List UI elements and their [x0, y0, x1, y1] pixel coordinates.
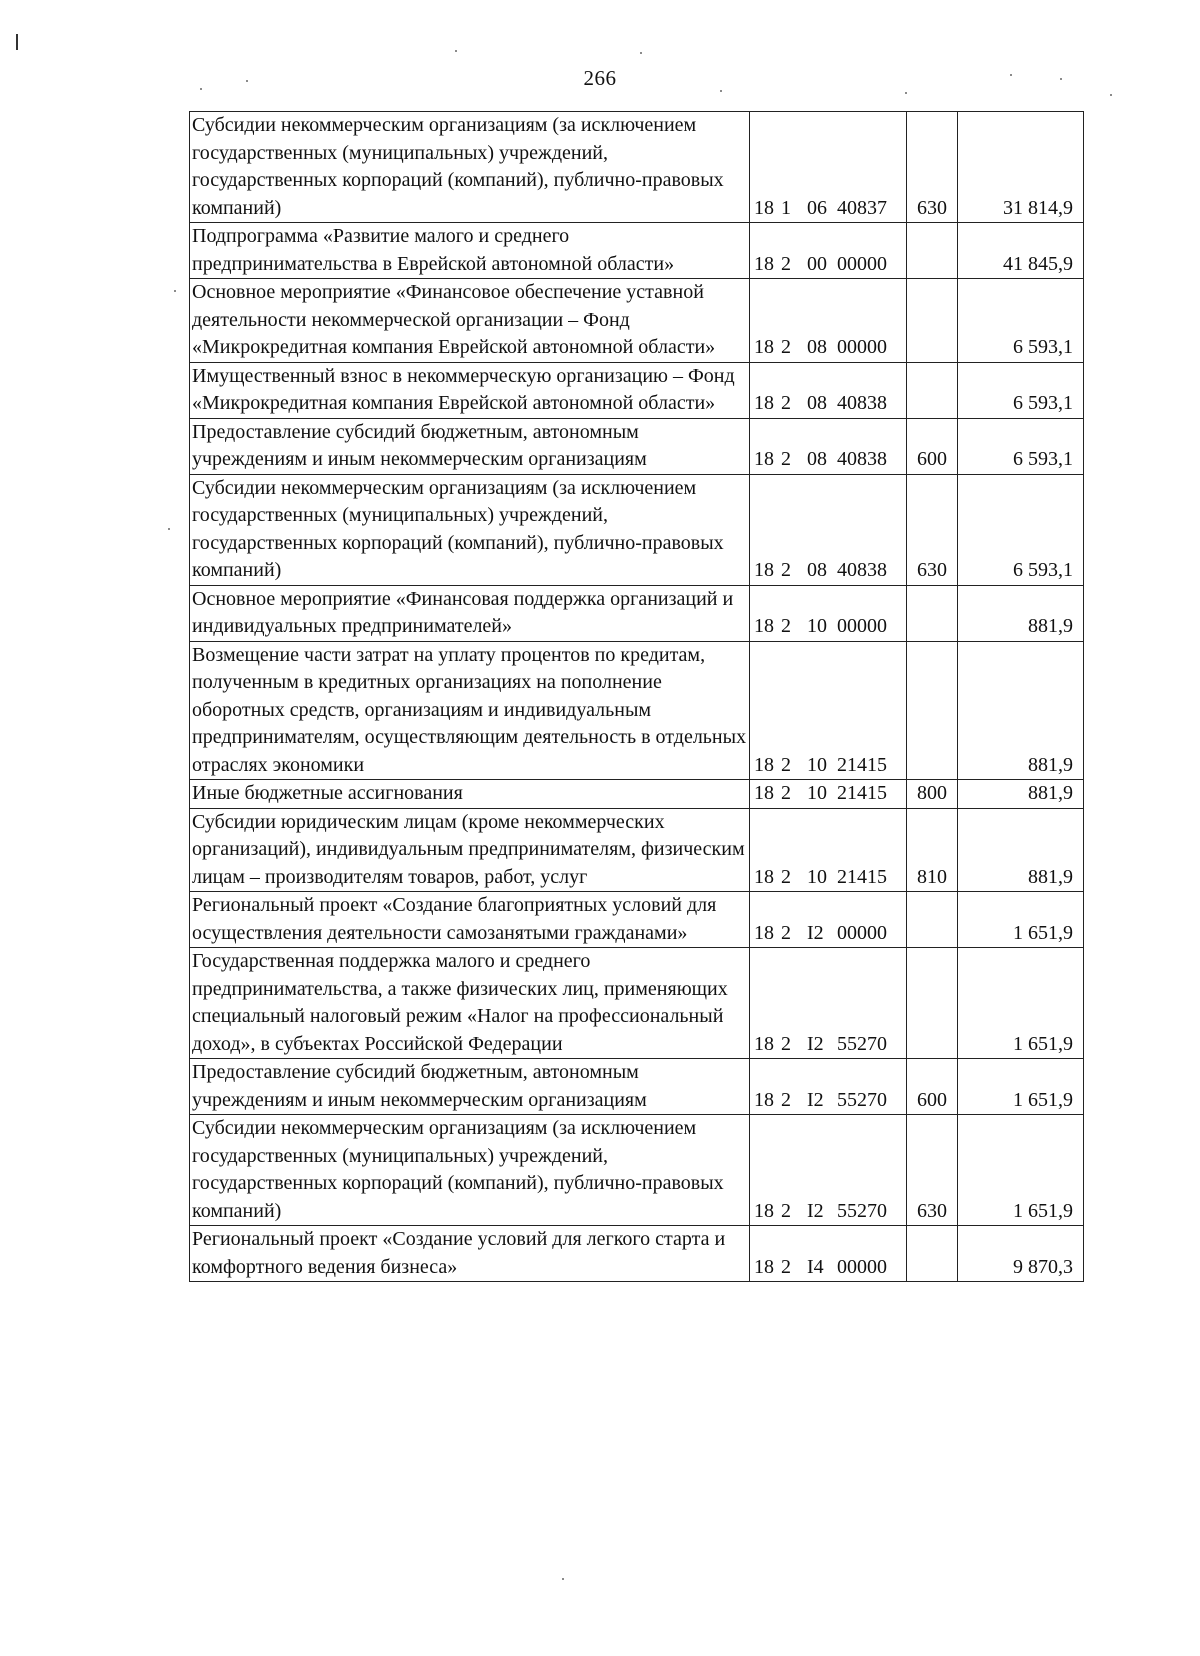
scan-speck [1060, 78, 1062, 80]
row-sum: 6 593,1 [958, 362, 1084, 418]
row-code [750, 1226, 907, 1282]
row-code [750, 112, 907, 223]
code-event: I2 [807, 1088, 824, 1111]
row-expense-type: 600 [907, 418, 958, 474]
code-direction: 00000 [837, 921, 887, 944]
code-direction: 00000 [837, 336, 887, 358]
row-expense-type: 810 [907, 808, 958, 892]
code-direction: 21415 [837, 865, 887, 888]
code-direction: 00000 [837, 1255, 887, 1278]
scan-speck [1110, 94, 1112, 96]
table-row [190, 1059, 1084, 1115]
row-name: Иные бюджетные ассигнования [190, 780, 750, 809]
code-program: 18 [754, 1032, 774, 1055]
row-name: Основное мероприятие «Финансовое обеспечение уставной деятельности некоммерческой организации – Фонд «Микрокредитная компания Еврейской автономной области» [190, 279, 750, 363]
scan-speck [168, 528, 170, 530]
row-sum: 1 651,9 [958, 1059, 1084, 1115]
code-program: 18 [754, 252, 774, 275]
code-direction: 21415 [837, 782, 887, 804]
row-sum: 1 651,9 [958, 948, 1084, 1059]
row-code [750, 362, 907, 418]
table-row [190, 112, 1084, 223]
table-row [190, 585, 1084, 641]
row-expense-type [907, 362, 958, 418]
row-name: Субсидии юридическим лицам (кроме некоммерческих организаций), индивидуальным предпринимателям, физическим лицам – производителям товаров, работ, услуг [190, 808, 750, 892]
code-subprogram: 2 [781, 753, 791, 776]
row-expense-type [907, 1226, 958, 1282]
code-subprogram: 2 [781, 921, 791, 944]
code-direction: 40838 [837, 392, 887, 414]
code-direction: 40837 [837, 196, 887, 219]
code-program: 18 [754, 392, 774, 414]
row-expense-type [907, 223, 958, 279]
row-sum: 41 845,9 [958, 223, 1084, 279]
scan-speck [720, 90, 722, 92]
code-subprogram: 2 [781, 865, 791, 888]
code-event: 10 [807, 782, 827, 804]
table-row [190, 892, 1084, 948]
row-sum: 6 593,1 [958, 418, 1084, 474]
row-code [750, 808, 907, 892]
row-name: Региональный проект «Создание благоприятных условий для осуществления деятельности самозанятыми гражданами» [190, 892, 750, 948]
code-program: 18 [754, 753, 774, 776]
row-code [750, 948, 907, 1059]
row-sum: 31 814,9 [958, 112, 1084, 223]
row-code [750, 474, 907, 585]
row-name: Возмещение части затрат на уплату процентов по кредитам, полученным в кредитных организациях на пополнение оборотных средств, организациям и индивидуальным предпринимателям, осуществляющим деятельность в отдельных отраслях экономики [190, 641, 750, 780]
code-event: 10 [807, 865, 827, 888]
scan-speck [246, 80, 248, 82]
code-subprogram: 2 [781, 559, 791, 581]
code-program: 18 [754, 196, 774, 219]
table-row [190, 1115, 1084, 1226]
code-direction: 00000 [837, 252, 887, 275]
row-code [750, 223, 907, 279]
row-code [750, 585, 907, 641]
row-expense-type [907, 641, 958, 780]
code-program: 18 [754, 865, 774, 888]
code-subprogram: 2 [781, 1088, 791, 1111]
scan-speck [640, 52, 642, 54]
row-sum: 6 593,1 [958, 279, 1084, 363]
row-sum: 881,9 [958, 641, 1084, 780]
scan-speck [905, 92, 907, 94]
code-subprogram: 2 [781, 448, 791, 470]
row-sum: 881,9 [958, 585, 1084, 641]
row-expense-type [907, 948, 958, 1059]
code-event: 06 [807, 196, 827, 219]
table-row [190, 362, 1084, 418]
code-event: 08 [807, 559, 827, 581]
table-row [190, 948, 1084, 1059]
scan-speck [455, 50, 457, 52]
code-event: 08 [807, 336, 827, 358]
scan-speck [174, 290, 176, 292]
code-event: 08 [807, 448, 827, 470]
row-expense-type: 630 [907, 112, 958, 223]
table-row [190, 641, 1084, 780]
row-name: Предоставление субсидий бюджетным, автономным учреждениям и иным некоммерческим организациям [190, 418, 750, 474]
row-sum: 9 870,3 [958, 1226, 1084, 1282]
code-direction: 40838 [837, 559, 887, 581]
code-subprogram: 2 [781, 615, 791, 637]
row-code [750, 1059, 907, 1115]
page-number: 266 [583, 66, 617, 90]
row-name: Субсидии некоммерческим организациям (за исключением государственных (муниципальных) учреждений, государственных корпораций (компаний), публично-правовых компаний) [190, 474, 750, 585]
code-event: 10 [807, 753, 827, 776]
row-code [750, 418, 907, 474]
table-row [190, 279, 1084, 363]
code-program: 18 [754, 782, 774, 804]
code-subprogram: 2 [781, 1255, 791, 1278]
table-row [190, 474, 1084, 585]
row-sum: 881,9 [958, 808, 1084, 892]
row-expense-type: 630 [907, 1115, 958, 1226]
code-event: I4 [807, 1255, 824, 1278]
scan-speck [562, 1578, 564, 1580]
code-direction: 21415 [837, 753, 887, 776]
budget-table [189, 111, 1084, 1282]
table-row [190, 223, 1084, 279]
row-expense-type: 800 [907, 780, 958, 809]
row-code [750, 641, 907, 780]
row-code [750, 780, 907, 809]
scan-speck [200, 88, 202, 90]
code-event: I2 [807, 1199, 824, 1222]
row-name: Предоставление субсидий бюджетным, автономным учреждениям и иным некоммерческим организациям [190, 1059, 750, 1115]
scan-edge-mark [16, 34, 18, 50]
code-direction: 55270 [837, 1032, 887, 1055]
code-subprogram: 2 [781, 782, 791, 804]
code-program: 18 [754, 1255, 774, 1278]
row-expense-type: 600 [907, 1059, 958, 1115]
code-program: 18 [754, 1199, 774, 1222]
code-subprogram: 2 [781, 252, 791, 275]
row-name: Субсидии некоммерческим организациям (за исключением государственных (муниципальных) учреждений, государственных корпораций (компаний), публично-правовых компаний) [190, 1115, 750, 1226]
code-program: 18 [754, 615, 774, 637]
code-event: 10 [807, 615, 827, 637]
code-direction: 55270 [837, 1088, 887, 1111]
code-program: 18 [754, 1088, 774, 1111]
code-subprogram: 1 [781, 196, 791, 219]
code-event: I2 [807, 921, 824, 944]
table-row [190, 808, 1084, 892]
code-program: 18 [754, 336, 774, 358]
row-expense-type [907, 892, 958, 948]
row-name: Основное мероприятие «Финансовая поддержка организаций и индивидуальных предпринимателей» [190, 585, 750, 641]
row-expense-type [907, 279, 958, 363]
code-program: 18 [754, 559, 774, 581]
row-name: Государственная поддержка малого и среднего предпринимательства, а также физических лиц, применяющих специальный налоговый режим «Налог на профессиональный доход», в субъектах Российской Федерации [190, 948, 750, 1059]
table-row [190, 418, 1084, 474]
table-row [190, 1226, 1084, 1282]
row-code [750, 279, 907, 363]
row-sum: 1 651,9 [958, 892, 1084, 948]
row-name: Подпрограмма «Развитие малого и среднего предпринимательства в Еврейской автономной области» [190, 223, 750, 279]
code-direction: 00000 [837, 615, 887, 637]
scan-speck [1010, 74, 1012, 76]
code-subprogram: 2 [781, 336, 791, 358]
code-subprogram: 2 [781, 1032, 791, 1055]
code-direction: 55270 [837, 1199, 887, 1222]
code-program: 18 [754, 448, 774, 470]
row-name: Имущественный взнос в некоммерческую организацию – Фонд «Микрокредитная компания Еврейской автономной области» [190, 362, 750, 418]
code-subprogram: 2 [781, 392, 791, 414]
row-code [750, 892, 907, 948]
row-name: Субсидии некоммерческим организациям (за исключением государственных (муниципальных) учреждений, государственных корпораций (компаний), публично-правовых компаний) [190, 112, 750, 223]
row-name: Региональный проект «Создание условий для легкого старта и комфортного ведения бизнеса» [190, 1226, 750, 1282]
row-sum: 6 593,1 [958, 474, 1084, 585]
code-subprogram: 2 [781, 1199, 791, 1222]
row-sum: 1 651,9 [958, 1115, 1084, 1226]
table-row [190, 780, 1084, 809]
code-event: 08 [807, 392, 827, 414]
row-code [750, 1115, 907, 1226]
code-event: 00 [807, 252, 827, 275]
row-expense-type: 630 [907, 474, 958, 585]
code-direction: 40838 [837, 448, 887, 470]
code-event: I2 [807, 1032, 824, 1055]
row-expense-type [907, 585, 958, 641]
row-sum: 881,9 [958, 780, 1084, 809]
code-program: 18 [754, 921, 774, 944]
